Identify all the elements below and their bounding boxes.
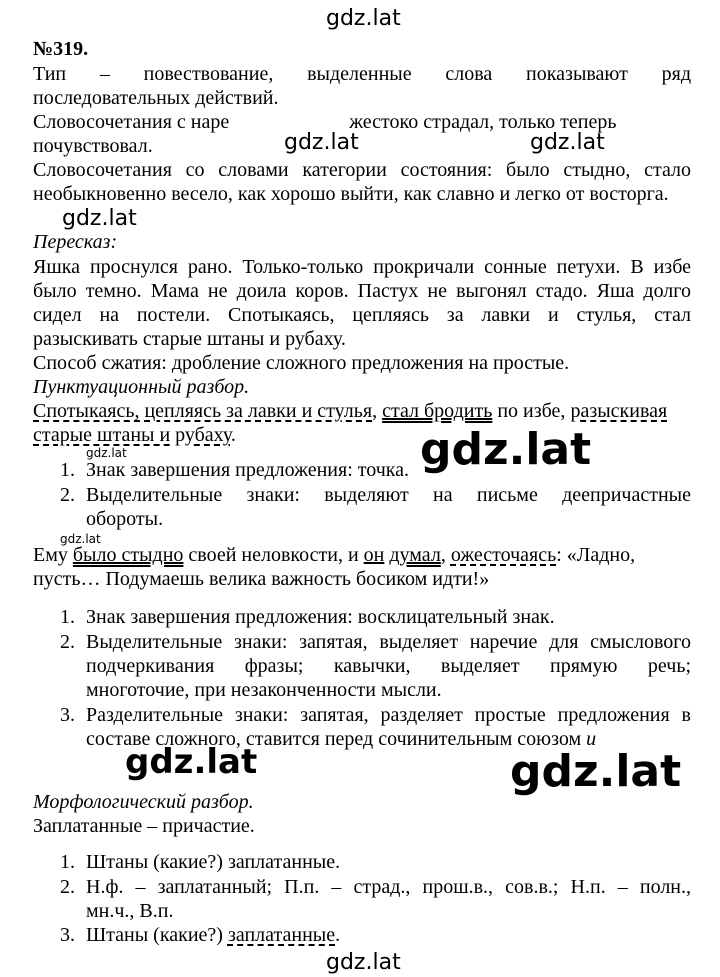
s2-predicate-1: было стыдно bbox=[72, 544, 184, 566]
watermark-mid-b: gdz.lat bbox=[530, 130, 605, 155]
s1-item-2-num: 2. bbox=[60, 484, 75, 506]
s2-predicate-2: думал bbox=[389, 544, 441, 566]
adverb-line-2: почувствовал. bbox=[33, 135, 153, 157]
morph-item-3-a: Штаны (какие?) bbox=[86, 924, 228, 946]
s1-participle: разыскивая bbox=[570, 400, 668, 422]
s2-item-3: Разделительные знаки: запятая, разделяет простые предложения в bbox=[86, 704, 691, 726]
sentence-1-line-2 bbox=[33, 423, 236, 447]
watermark-big-left: gdz.lat bbox=[125, 742, 258, 782]
sentence-1-line-1 bbox=[33, 399, 667, 423]
morph-item-2-num: 2. bbox=[60, 876, 75, 898]
s2-item-3-num: 3. bbox=[60, 704, 75, 726]
state-line-2: необыкновенно весело, как хорошо выйти, как славно и легко от восторга. bbox=[33, 183, 669, 205]
sentence-2-line-1 bbox=[33, 543, 635, 567]
morph-heading: Морфологический разбор. bbox=[33, 791, 254, 813]
retelling-line-2: было темно. Мама не доила коров. Пастух не выгонял стадо. Яша долго bbox=[33, 280, 691, 302]
s1-item-2: Выделительные знаки: выделяют на письме деепричастные bbox=[86, 484, 691, 506]
s1-item-2-cont: обороты. bbox=[86, 508, 164, 530]
morph-word: Заплатанные – причастие. bbox=[33, 815, 255, 837]
s1-item-1: Знак завершения предложения: точка. bbox=[86, 459, 410, 481]
compression-line: Способ сжатия: дробление сложного предложения на простые. bbox=[33, 352, 570, 374]
watermark-small-a: gdz.lat bbox=[86, 446, 127, 460]
s1-text: по избе, bbox=[492, 400, 571, 422]
morph-item-2-cont: мн.ч., В.п. bbox=[86, 900, 174, 922]
s2-item-3-cont-text: составе сложного, ставится перед сочинительным союзом bbox=[86, 728, 582, 750]
s2-g: , bbox=[440, 544, 451, 566]
s2-a: Ему bbox=[33, 544, 73, 566]
type-line-1: Тип – повествование, выделенные слова показывают ряд bbox=[33, 63, 691, 85]
s2-item-2-num: 2. bbox=[60, 631, 75, 653]
type-line-2: последовательных действий. bbox=[33, 87, 279, 109]
retelling-line-3: сидел на постели. Спотыкаясь, цепляясь за лавки и стулья, стал bbox=[33, 304, 691, 326]
s2-item-1-num: 1. bbox=[60, 606, 75, 628]
watermark-mid-a: gdz.lat bbox=[284, 130, 359, 155]
s2-item-2-cont-2: многоточие, при незаконченности мысли. bbox=[86, 679, 442, 701]
s2-participle: ожесточаясь bbox=[450, 544, 557, 566]
s2-item-2-cont-1: подчеркивания фразы; кавычки, выделяет прямую речь; bbox=[86, 655, 691, 677]
watermark-small-b: gdz.lat bbox=[60, 532, 101, 546]
retelling-heading: Пересказ: bbox=[33, 231, 118, 253]
watermark-big-right: gdz.lat bbox=[510, 746, 682, 797]
retelling-line-1: Яшка проснулся рано. Только-только прокричали сонные петухи. В избе bbox=[33, 256, 691, 278]
s1-predicate: стал бродить bbox=[382, 400, 493, 422]
s1-object: старые штаны и рубаху bbox=[33, 424, 231, 446]
task-number: №319. bbox=[33, 38, 89, 60]
adverb-line-1-a: Словосочетания с наре bbox=[33, 111, 230, 133]
state-line-1: Словосочетания со словами категории состояния: было стыдно, стало bbox=[33, 159, 691, 181]
sentence-2-line-2: пусть… Подумаешь велика важность босиком идти!» bbox=[33, 568, 490, 590]
s1-participle-phrase: Спотыкаясь, цепляясь за лавки и стулья bbox=[33, 400, 373, 422]
s1-end: . bbox=[230, 424, 236, 446]
morph-item-3-end: . bbox=[335, 924, 341, 946]
s2-item-3-conj: и bbox=[586, 728, 597, 750]
morph-item-3-participle: заплатанные bbox=[227, 924, 336, 946]
s2-subject: он bbox=[363, 544, 385, 566]
morph-item-3 bbox=[86, 923, 340, 947]
watermark-bottom: gdz.lat bbox=[326, 950, 401, 975]
s2-item-1: Знак завершения предложения: восклицательный знак. bbox=[86, 606, 555, 628]
s2-i: : «Ладно, bbox=[556, 544, 636, 566]
watermark-big-a: gdz.lat bbox=[420, 424, 592, 475]
watermark-top: gdz.lat bbox=[326, 6, 401, 31]
retelling-line-4: разыскивать старые штаны и рубаху. bbox=[33, 328, 346, 350]
s1-comma: , bbox=[372, 400, 383, 422]
morph-item-1: Штаны (какие?) заплатанные. bbox=[86, 851, 341, 873]
morph-item-1-num: 1. bbox=[60, 851, 75, 873]
morph-item-3-num: 3. bbox=[60, 924, 75, 946]
watermark-left-a: gdz.lat bbox=[62, 206, 137, 231]
s2-c: своей неловкости, и bbox=[183, 544, 364, 566]
s1-item-1-num: 1. bbox=[60, 459, 75, 481]
adverb-line-1-b: жестоко страдал, только теперь bbox=[349, 111, 617, 133]
punctuation-heading: Пунктуационный разбор. bbox=[33, 376, 250, 398]
s2-item-2: Выделительные знаки: запятая, выделяет наречие для смыслового bbox=[86, 631, 691, 653]
morph-item-2: Н.ф. – заплатанный; П.п. – страд., прош.в., сов.в.; Н.п. – полн., bbox=[86, 876, 691, 898]
